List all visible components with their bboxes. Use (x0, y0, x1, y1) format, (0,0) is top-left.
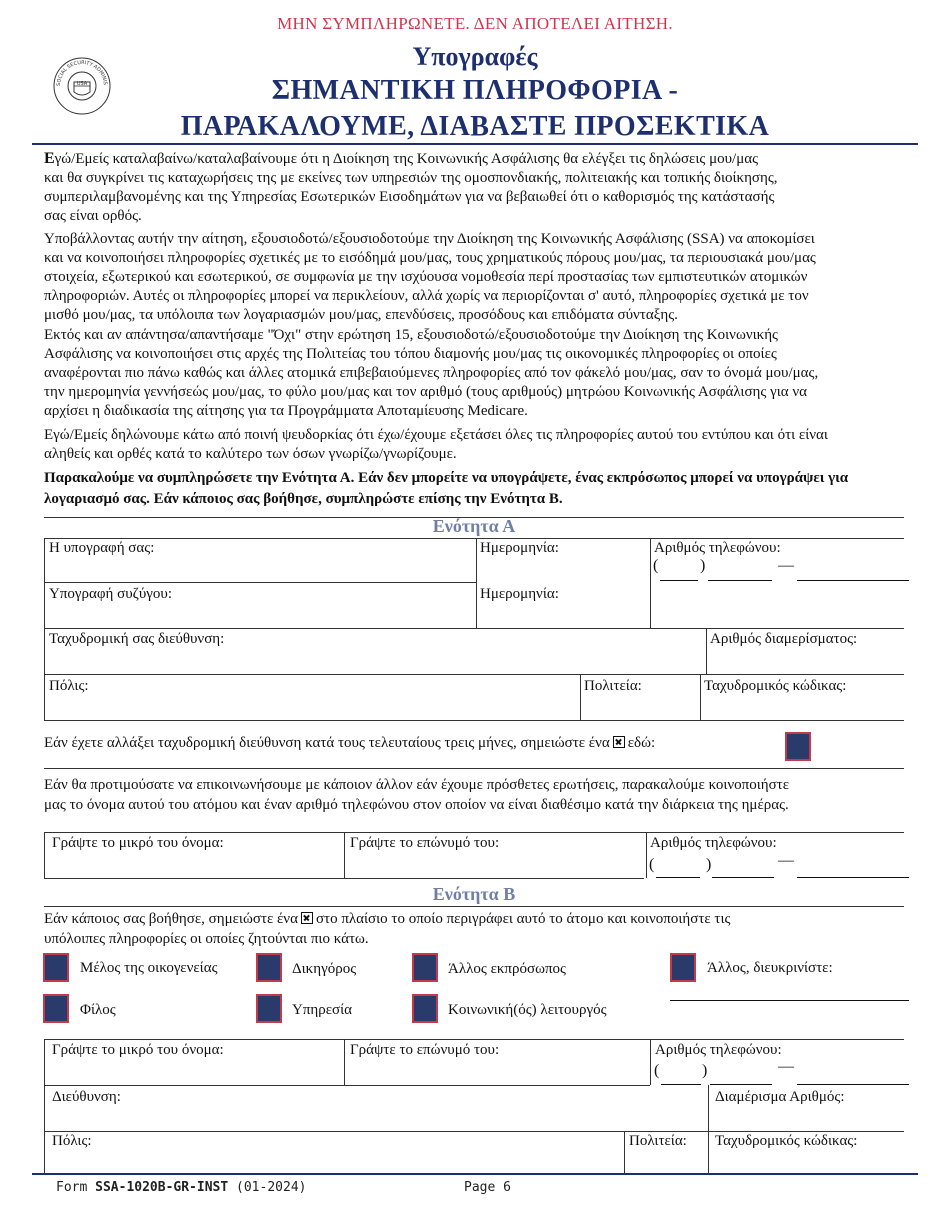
helper-prefix-field[interactable] (710, 1084, 772, 1085)
divider (476, 538, 477, 628)
section-b-intro: Εάν κάποιος σας βοήθησε, σημειώστε ένα στο πλαίσιο το οποίο περιγράφει αυτό το άτομο και κοινοποιήστε τις υπόλοιπες πληροφορίες οι οποίες ζητούνται πιο κάτω. (44, 911, 731, 947)
divider (44, 878, 644, 879)
date-field[interactable]: Ημερομηνία: (480, 540, 559, 556)
checkbox-social-worker[interactable] (412, 994, 438, 1023)
checkbox-lawyer[interactable] (256, 953, 282, 982)
option-social-worker: Κοινωνική(ός) λειτουργός (448, 1002, 607, 1018)
section-a-heading: Ενότητα Α (432, 516, 516, 536)
divider (44, 628, 904, 629)
option-agency: Υπηρεσία (292, 1002, 353, 1018)
contact-area-code-field[interactable] (656, 877, 700, 878)
helper-city-field[interactable]: Πόλις: (52, 1133, 92, 1149)
divider (44, 674, 45, 720)
helper-first-name-field[interactable]: Γράψτε το μικρό του όνομα: (52, 1042, 224, 1058)
date2-field[interactable]: Ημερομηνία: (480, 586, 559, 602)
area-code-open: ( (654, 1062, 660, 1079)
divider (44, 832, 45, 878)
subtitle-line-2: ΠΑΡΑΚΑΛΟΥΜΕ, ΔΙΑΒΑΣΤΕ ΠΡΟΣΕΚΤΙΚΑ (180, 111, 770, 142)
checkbox-other-representative[interactable] (412, 953, 438, 982)
zip-field[interactable]: Ταχυδρομικός κώδικας: (704, 678, 847, 694)
svg-text:USA: USA (76, 81, 88, 87)
divider (706, 628, 707, 674)
header-divider (32, 143, 918, 145)
area-code-close: ) (700, 557, 706, 574)
area-code-open: ( (649, 856, 655, 873)
svg-text:SOCIAL SECURITY ADMINISTRATION: SOCIAL SECURITY ADMINIS (55, 59, 109, 87)
helper-zip-field[interactable]: Ταχυδρομικός κώδικας: (715, 1133, 858, 1149)
helper-state-field[interactable]: Πολιτεία: (629, 1133, 687, 1149)
area-code-close: ) (702, 1062, 708, 1079)
apartment-field[interactable]: Αριθμός διαμερίσματος: (710, 631, 858, 647)
divider (344, 1039, 345, 1085)
subtitle-line-1: ΣΗΜΑΝΤΙΚΗ ΠΛΗΡΟΦΟΡΙΑ - (271, 75, 679, 106)
contact-number-field[interactable] (797, 877, 909, 878)
divider (44, 1131, 45, 1173)
do-not-complete-warning: ΜΗΝ ΣΥΜΠΛΗΡΩΝΕΤΕ. ΔΕΝ ΑΠΟΤΕΛΕΙ ΑΙΤΗΣΗ. (277, 14, 673, 33)
divider (44, 582, 476, 583)
state-field[interactable]: Πολιτεία: (584, 678, 642, 694)
city-field[interactable]: Πόλις: (49, 678, 89, 694)
phone-dash: — (778, 1058, 794, 1075)
contact-person-text: Εάν θα προτιμούσατε να επικοινωνήσουμε με κάποιον άλλον εάν έχουμε πρόσθετες ερωτήσεις, παρακαλούμε κοινοποιήστε μας το όνομα αυτού του ατόμου και έναν αριθμό τηλεφώνου στον οποίον να είναι διαθέσιμο κατά την διάρκεια της ημέρας. (44, 777, 789, 813)
contact-prefix-field[interactable] (712, 877, 774, 878)
checkbox-other-specify[interactable] (670, 953, 696, 982)
divider (44, 1039, 45, 1085)
divider (44, 1039, 904, 1040)
divider (44, 906, 904, 907)
helper-address-field[interactable]: Διεύθυνση: (52, 1089, 121, 1105)
divider (44, 1085, 45, 1131)
signature-field[interactable]: Η υπογραφή σας: (49, 540, 155, 556)
section-a-rule (44, 538, 904, 539)
checkbox-friend[interactable] (43, 994, 69, 1023)
footer-divider (32, 1173, 918, 1175)
option-friend: Φίλος (80, 1002, 116, 1018)
helper-last-name-field[interactable]: Γράψτε το επώνυμό του: (350, 1042, 500, 1058)
area-code-field[interactable] (660, 580, 698, 581)
helper-area-code-field[interactable] (661, 1084, 701, 1085)
checkbox-family-member[interactable] (43, 953, 69, 982)
helper-apartment-field[interactable]: Διαμέρισμα Αριθμός: (715, 1089, 845, 1105)
divider (44, 674, 904, 675)
divider (44, 768, 904, 769)
other-specify-field[interactable] (670, 1000, 909, 1001)
checkbox-agency[interactable] (256, 994, 282, 1023)
area-code-open: ( (653, 557, 659, 574)
paragraph-instructions: Παρακαλούμε να συμπληρώσετε την Ενότητα Α. Εάν δεν μπορείτε να υπογράψετε, ένας εκπρόσωπος μπορεί να υπογράψει για λογαριασμό σας. Εάν κάποιος σας βοήθησε, συμπληρώστε επίσης την Ενότητα Β. (44, 470, 849, 507)
phone-number-field[interactable] (797, 580, 909, 581)
divider (44, 720, 904, 721)
divider (624, 1131, 625, 1173)
helper-phone-label: Αριθμός τηλεφώνου: (655, 1042, 782, 1058)
spouse-signature-field[interactable]: Υπογραφή συζύγου: (49, 586, 173, 602)
divider (650, 538, 651, 628)
page-number: Page 6 (464, 1180, 511, 1195)
contact-last-name-field[interactable]: Γράψτε το επώνυμό του: (350, 835, 500, 851)
divider (580, 674, 581, 720)
divider (700, 674, 701, 720)
contact-phone-label: Αριθμός τηλεφώνου: (650, 835, 777, 851)
phone-dash: — (778, 557, 794, 574)
divider (708, 1131, 709, 1173)
option-other-specify: Άλλος, διευκρινίστε: (707, 960, 833, 976)
form-identifier: Form SSA-1020B-GR-INST (01-2024) (56, 1180, 307, 1195)
divider (44, 582, 45, 628)
checked-box-icon (301, 912, 313, 924)
divider (646, 832, 647, 878)
divider (44, 1131, 904, 1132)
phone-prefix-field[interactable] (708, 580, 772, 581)
contact-first-name-field[interactable]: Γράψτε το μικρό του όνομα: (52, 835, 224, 851)
address-change-text: Εάν έχετε αλλάξει ταχυδρομική διεύθυνση κατά τους τελευταίους τρεις μήνες, σημειώστε ένα εδώ: (44, 735, 656, 751)
page-title: Υπογραφές (412, 42, 538, 71)
phone-label: Αριθμός τηλεφώνου: (654, 540, 781, 556)
phone-dash: — (778, 852, 794, 869)
area-code-close: ) (706, 856, 712, 873)
paragraph-perjury: Εγώ/Εμείς δηλώνουμε κάτω από ποινή ψευδορκίας ότι έχω/έχουμε εξετάσει όλες τις πληροφορίες αυτού του εντύπου και ότι είναι αληθείς και ορθές κατά το καλύτερο των όσων γνωρίζω/γνωρίζουμε. (44, 427, 828, 462)
divider (44, 628, 45, 674)
option-family-member: Μέλος της οικογενείας (80, 960, 218, 976)
divider (344, 832, 345, 878)
option-lawyer: Δικηγόρος (292, 961, 357, 977)
helper-number-field[interactable] (797, 1084, 909, 1085)
paragraph-review: Εγώ/Εμείς καταλαβαίνω/καταλαβαίνουμε ότι η Διοίκηση της Κοινωνικής Ασφάλισης θα ελέγξει τις δηλώσεις μου/μας και θα συγκρίνει τις καταχωρήσεις της με εκείνες των υπηρεσιών της ομοσπονδιακής, πολιτειακής και τοπικής διοίκησης, συμπεριλαμβανομένης και της Υπηρεσίας Εσωτερικών Εισοδημάτων για να βεβαιωθεί ότι ο καθορισμός της κατάστασής σας είναι ορθός. (44, 150, 778, 224)
divider (650, 1039, 651, 1085)
divider (44, 1085, 650, 1086)
paragraph-state-sharing: Εκτός και αν απάντησα/απαντήσαμε "Όχι" στην ερώτηση 15, εξουσιοδοτώ/εξουσιοδοτούμε την Διοίκηση της Κοινωνικής Ασφάλισης να κοινοποιήσει στις αρχές της Πολιτείας του τόπου διαμονής μου/μας τις οικονομικές πληροφορίες οι οποίες αναφέρονται πιο πάνω καθώς και άλλες ατομικά επιβεβαιούμενες πληροφορίες από τον φάκελό μου/μας, σαν το όνομά μου/μας, την ημερομηνία γεννήσεώς μου/μας, το φύλο μου/μας και τον αριθμό (τους αριθμούς) μητρώου Κοινωνικής Ασφάλισης για να αρχίσει η διαδικασία της αίτησης για τα Προγράμματα Αποταμίευσης Medicare. (44, 327, 819, 419)
section-b-heading: Ενότητα Β (432, 884, 516, 904)
address-changed-checkbox[interactable] (785, 732, 811, 761)
divider (44, 538, 45, 582)
checked-box-icon (613, 736, 625, 748)
divider (708, 1085, 709, 1131)
option-other-representative: Άλλος εκπρόσωπος (448, 961, 566, 977)
divider (44, 832, 904, 833)
paragraph-authorization: Υποβάλλοντας αυτήν την αίτηση, εξουσιοδοτώ/εξουσιοδοτούμε την Διοίκηση της Κοινωνικής Ασφάλισης (SSA) να αποκομίσει και να κοινοποιήσει πληροφορίες σχετικές με το εισόδημά μου/μας, τους χρηματικούς πόρους μου/μας, τα περιουσιακά μου/μας στοιχεία, εξωτερικού και εσωτερικού, σε συμφωνία με την ισχύουσα νομοθεσία περί προστασίας των εμπιστευτικών ατομικών πληροφοριών. Αυτές οι πληροφορίες μπορεί να περικλείουν, αλλά χωρίς να περιορίζονται σ' αυτό, πληροφορίες σχετικά με τον μισθό μου/μας, τα υπόλοιπα των λογαριασμών μου/μας, επενδύσεις, προσόδους και επιδόματα σύνταξης. (44, 231, 816, 323)
mailing-address-field[interactable]: Ταχυδρομική σας διεύθυνση: (49, 631, 225, 647)
